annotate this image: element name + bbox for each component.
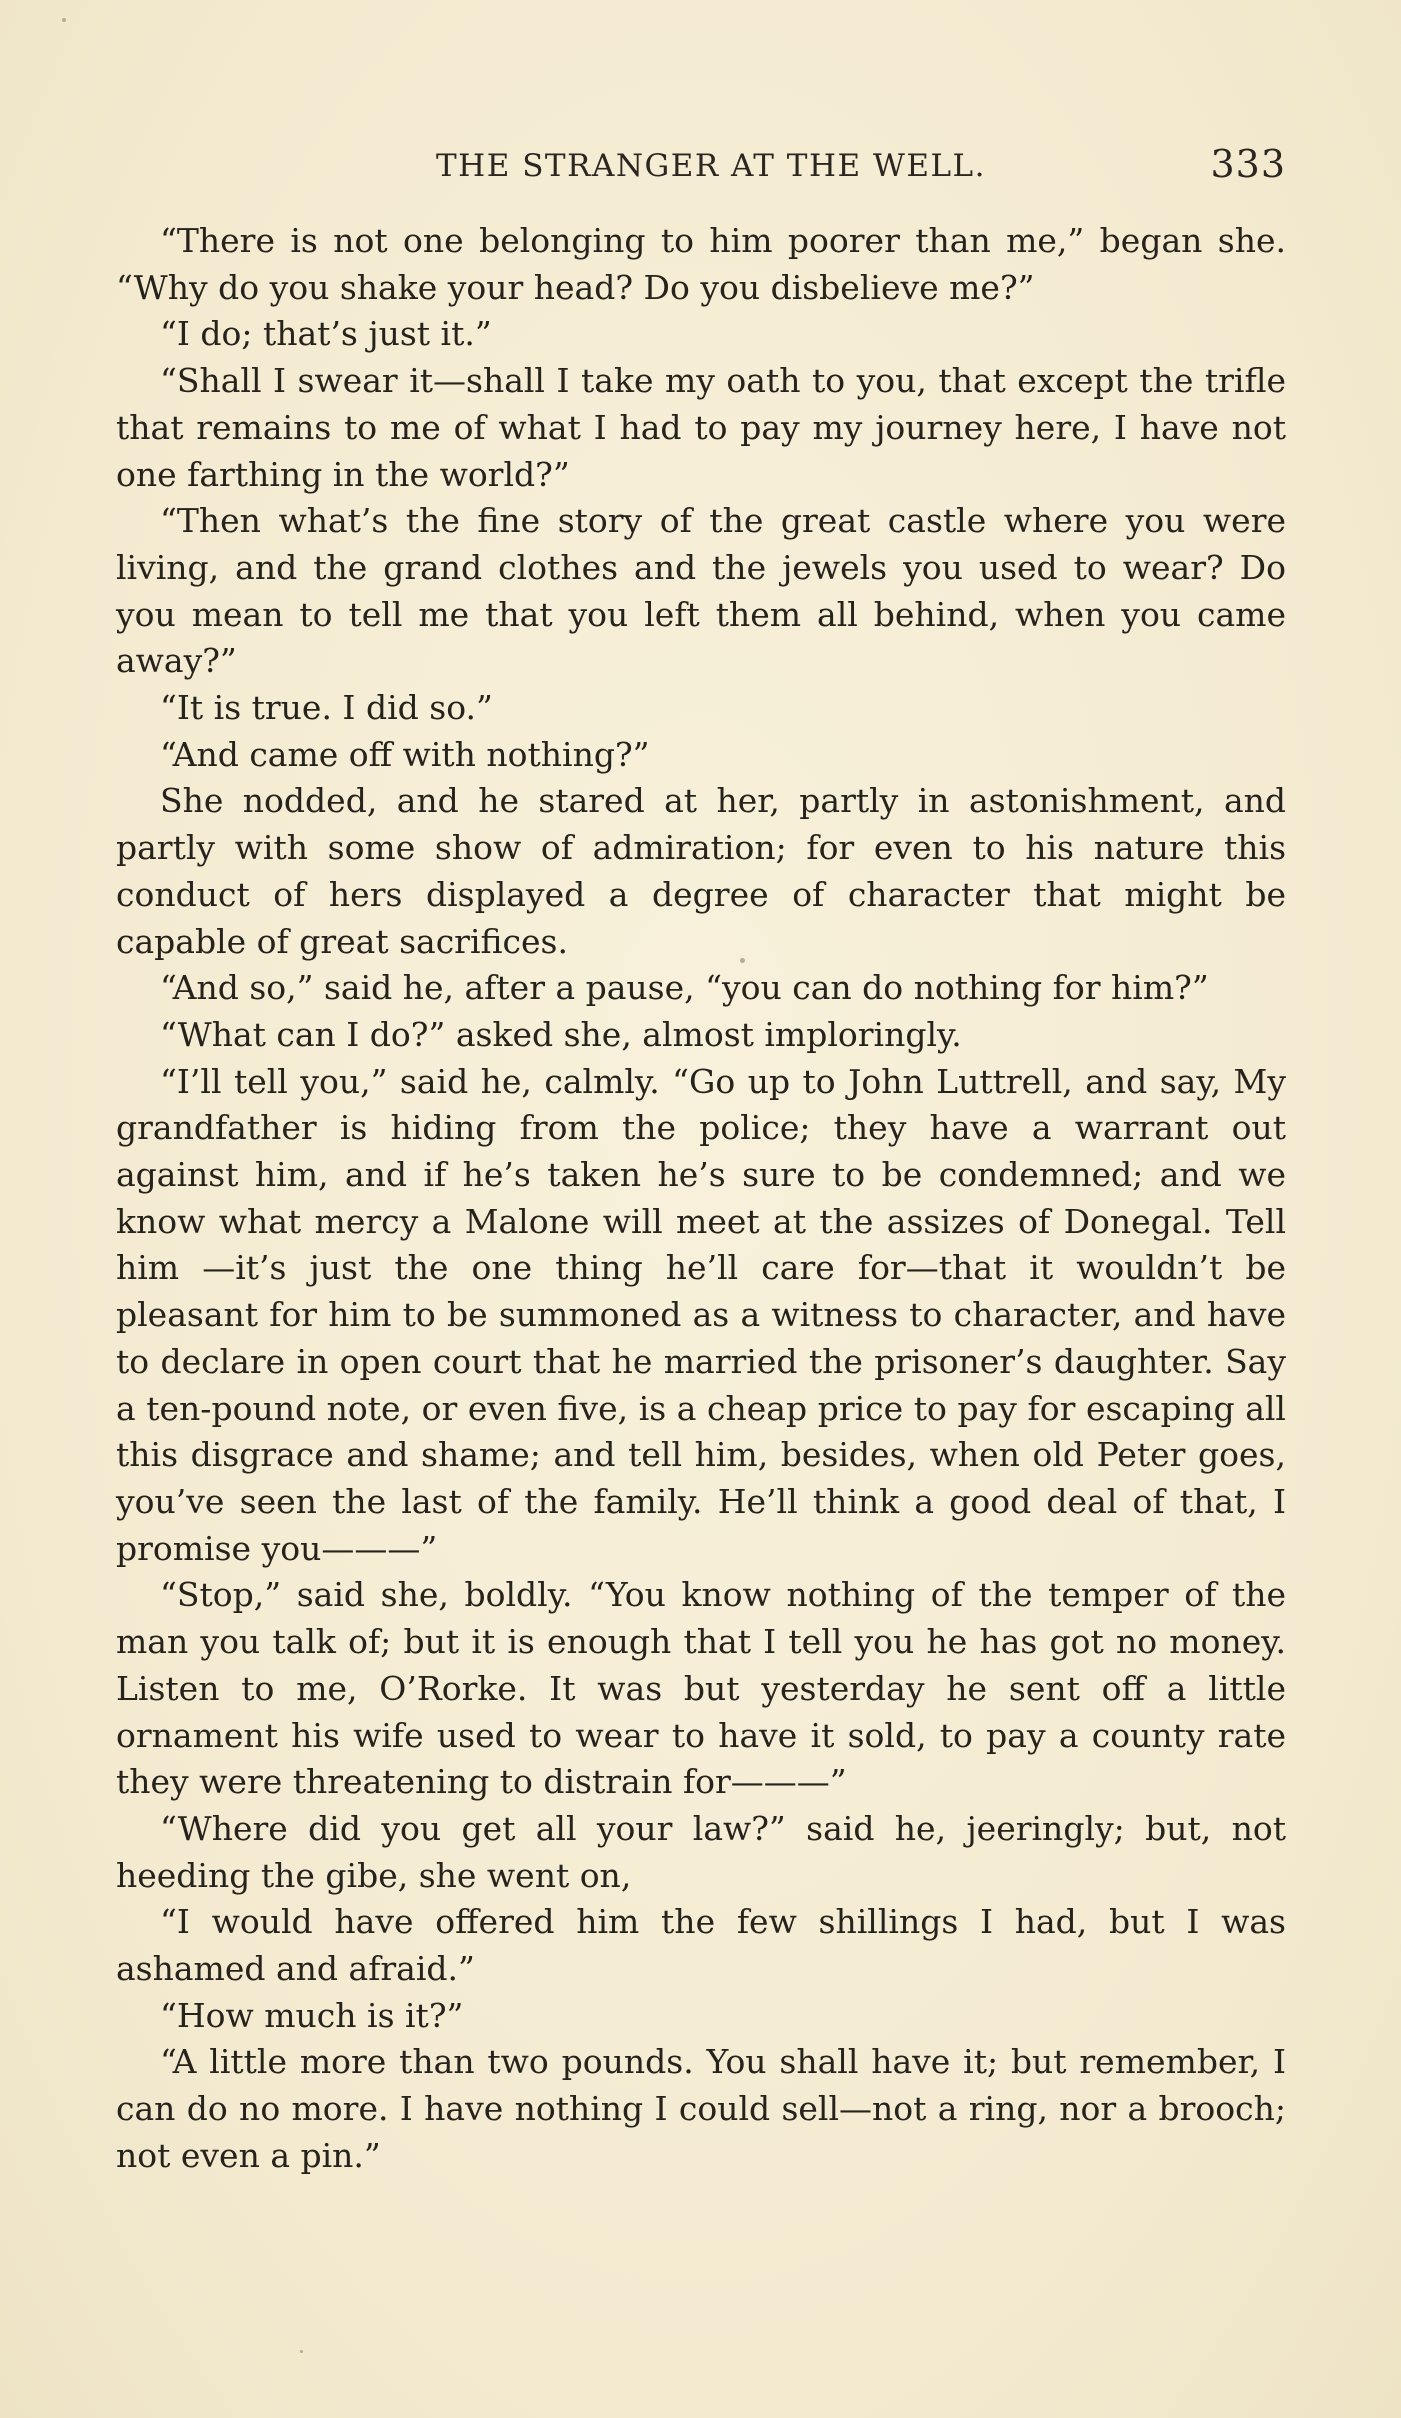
body-text xyxy=(116,218,1286,2180)
paragraph: “I’ll tell you,” said he, calmly. “Go up to John Luttrell, and say, My grandfather is hiding from the police; they have a warrant out against him, and if he’s taken he’s sure to be condemned; and we know what mercy a Malone will meet at the assizes of Donegal. Tell him —it’s just the one thing he’ll care for—that it wouldn’t be pleasant for him to be summoned as a witness to character, and have to declare in open court that he married the prisoner’s daughter. Say a ten-pound note, or even five, is a cheap price to pay for escaping all this disgrace and shame; and tell him, besides, when old Peter goes, you’ve seen the last of the family. He’ll think a good deal of that, I promise you———” xyxy=(116,1061,1286,1568)
paragraph: “And came off with nothing?” xyxy=(160,734,650,774)
paragraph: “Shall I swear it—shall I take my oath to you, that except the trifle that remains to me of what I had to pay my journey here, I have not one farthing in the world?” xyxy=(116,361,1286,494)
paragraph: “What can I do?” asked she, almost imploringly. xyxy=(160,1014,962,1054)
paragraph: “There is not one belonging to him poorer than me,” began she. “Why do you shake your head? Do you disbelieve me?” xyxy=(116,221,1286,307)
page-header xyxy=(116,140,1286,196)
paragraph: “Where did you get all your law?” said he, jeeringly; but, not heeding the gibe, she went on, xyxy=(116,1808,1286,1895)
paragraph: “I would have offered him the few shillings I had, but I was ashamed and afraid.” xyxy=(116,1902,1286,1989)
paragraph: “A little more than two pounds. You shall have it; but remember, I can do no more. I have nothing I could sell—not a ring, nor a brooch; not even a pin.” xyxy=(116,2042,1286,2175)
paragraph: “Stop,” said she, boldly. “You know nothing of the temper of the man you talk of; but it is enough that I tell you he has got no money. Listen to me, O’Rorke. It was but yesterday he sent off a little ornament his wife used to wear to have it sold, to pay a county rate they were threatening to distrain for———” xyxy=(116,1575,1286,1802)
paragraph: She nodded, and he stared at her, partly in astonishment, and partly with some show of admiration; for even to his nature this conduct of hers displayed a degree of character that might be capable of great sacrifices. xyxy=(116,781,1286,961)
paragraph: “It is true. I did so.” xyxy=(160,688,493,728)
paragraph: “How much is it?” xyxy=(160,1995,464,2035)
paper-speck xyxy=(300,2350,303,2353)
paragraph: “I do; that’s just it.” xyxy=(160,314,492,354)
paragraph: “And so,” said he, after a pause, “you can do nothing for him?” xyxy=(160,968,1209,1008)
page-number: 333 xyxy=(1210,142,1286,186)
paragraph: “Then what’s the fine story of the great castle where you were living, and the grand clothes and the jewels you used to wear? Do you mean to tell me that you left them all behind, when you came away?” xyxy=(116,501,1286,681)
running-title: THE STRANGER AT THE WELL. xyxy=(436,148,986,184)
paper-speck xyxy=(62,18,66,22)
